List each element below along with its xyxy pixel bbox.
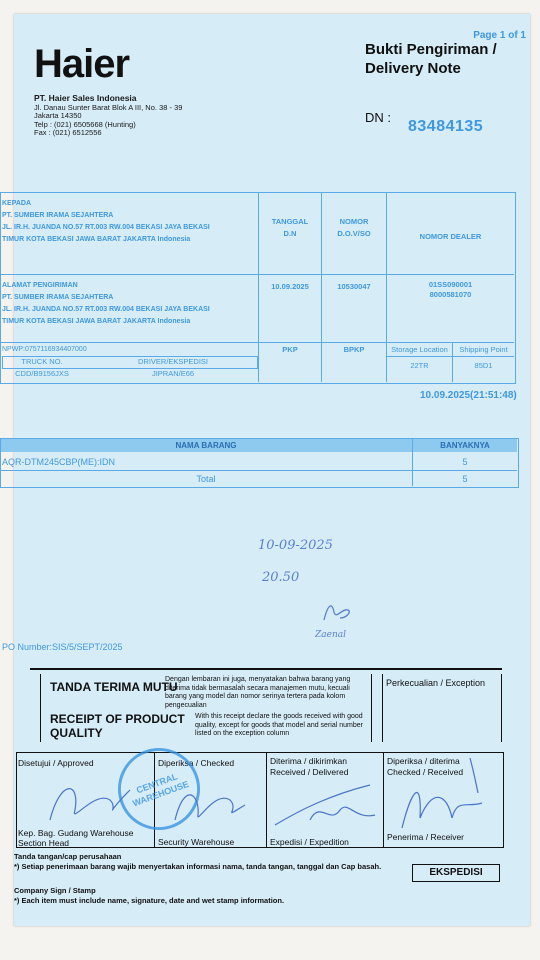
checked-label: Diperiksa / Checked bbox=[158, 758, 235, 768]
dealer-header: NOMOR DEALER bbox=[419, 232, 482, 241]
receipt-desc-en: With this receipt declare the goods received with good quality, except for goods that model and serial number listed on the exception column bbox=[195, 713, 363, 737]
checked-received-label: Diperiksa / diterima Checked / Received bbox=[387, 756, 464, 777]
handwritten-signature-mark bbox=[318, 598, 358, 628]
truck-number: CDD/B9156JXS bbox=[15, 369, 69, 378]
footer-en bbox=[14, 886, 284, 906]
so-number: 10530047 bbox=[337, 282, 371, 291]
bpkp-label: BPKP bbox=[343, 345, 365, 354]
page-number: Page 1 of 1 bbox=[473, 30, 526, 41]
title-line-1: Bukti Pengiriman / bbox=[365, 41, 497, 58]
footer-line-4: *) Each item must include name, signature, date and wet stamp information. bbox=[14, 896, 285, 905]
total-label: Total bbox=[196, 474, 216, 484]
approved-label: Disetujui / Approved bbox=[18, 758, 94, 768]
receipt-desc-id: Dengan lembaran ini juga, menyatakan bahwa barang yang diterima tidak bermasalah secara manajemen mutu, kecuali barang yang model dan nomor serinya tertera pada kolom pengecualian bbox=[165, 676, 351, 709]
receipt-title-id: TANDA TERIMA MUTU bbox=[50, 680, 178, 694]
divider-line bbox=[30, 668, 502, 670]
receipt-title-en-2: QUALITY bbox=[50, 726, 103, 740]
ekspedisi-copy-label: EKSPEDISI bbox=[412, 864, 500, 882]
received-delivered-label: Diterima / dikirimkan Received / Delivered bbox=[270, 756, 349, 777]
dn-label: DN : bbox=[365, 110, 391, 125]
shipping-point-label: Shipping Point bbox=[459, 345, 508, 354]
handwritten-signer: Zaenal bbox=[315, 630, 346, 640]
driver-label: DRIVER/EKSPEDISI bbox=[137, 357, 209, 366]
storage-location-value: 22TR bbox=[410, 361, 429, 370]
title-line-2: Delivery Note bbox=[365, 60, 461, 77]
ship-address-1: JL. IR.H. JUANDA NO.57 RT.003 RW.004 BEKASI JAYA BEKASI bbox=[2, 306, 210, 313]
ship-address-2: TIMUR KOTA BEKASI JAWA BARAT JAKARTA Indonesia bbox=[2, 318, 191, 325]
consignee-block bbox=[2, 198, 210, 246]
shipping-point-value: 85D1 bbox=[474, 361, 493, 370]
nomor-label: NOMOR bbox=[339, 217, 369, 226]
divider-line bbox=[0, 274, 514, 275]
nomor-sub: D.O.V/SO bbox=[337, 229, 371, 238]
dn-number: 83484135 bbox=[408, 118, 484, 135]
haier-logo: Haier bbox=[34, 42, 130, 86]
nomor-header bbox=[322, 216, 386, 240]
shipping-block bbox=[2, 280, 210, 328]
ship-name: PT. SUMBER IRAMA SEJAHTERA bbox=[2, 294, 114, 301]
receipt-title-en-1: RECEIPT OF PRODUCT bbox=[50, 712, 185, 726]
receiver-signature-mark bbox=[392, 748, 500, 838]
expedition-label: Expedisi / Expedition bbox=[270, 837, 349, 847]
company-address-2: Jakarta 14350 bbox=[34, 111, 82, 120]
consignee-address-2: TIMUR KOTA BEKASI JAWA BARAT JAKARTA Indonesia bbox=[2, 236, 191, 243]
npwp: NPWP:0757116934407000 bbox=[2, 346, 87, 353]
tanggal-sub: D.N bbox=[283, 229, 297, 238]
footer-line-3: Company Sign / Stamp bbox=[14, 886, 96, 895]
ship-label: ALAMAT PENGIRIMAN bbox=[2, 282, 78, 289]
footer-id bbox=[14, 852, 381, 872]
tanggal-label: TANGGAL bbox=[271, 217, 309, 226]
warehouse-head-label: Kep. Bag. Gudang Warehouse Section Head bbox=[18, 828, 134, 848]
dealer-number-1: 01SS090001 bbox=[428, 280, 473, 289]
handwritten-time: 20.50 bbox=[262, 570, 300, 585]
divider-line bbox=[0, 470, 517, 471]
receipt-title-en bbox=[50, 712, 185, 740]
item-qty: 5 bbox=[462, 457, 468, 467]
footer-line-2: *) Setiap penerimaan barang wajib menyertakan informasi nama, tanda tangan, tanggal dan Cap basah. bbox=[14, 862, 382, 871]
storage-location-label: Storage Location bbox=[391, 345, 448, 354]
item-name: AQR-DTM245CBP(ME):IDN bbox=[2, 457, 116, 467]
po-number: PO Number:SIS/5/SEPT/2025 bbox=[2, 642, 123, 652]
document-title bbox=[365, 40, 497, 78]
dealer-numbers bbox=[387, 280, 514, 300]
handwritten-date: 10-09-2025 bbox=[258, 538, 333, 553]
security-label: Security Warehouse bbox=[158, 837, 235, 847]
stamp-text: CENTRAL WAREHOUSE bbox=[131, 771, 191, 809]
checked-signature-mark bbox=[170, 775, 250, 830]
col-nama-barang: NAMA BARANG bbox=[175, 441, 237, 450]
pkp-label: PKP bbox=[282, 345, 298, 354]
kepada-label: KEPADA bbox=[2, 200, 32, 207]
company-address-1: Jl. Danau Sunter Barat Blok A III, No. 38 - 39 bbox=[34, 102, 183, 112]
expedition-signature-mark bbox=[270, 780, 380, 835]
consignee-address-1: JL. IR.H. JUANDA NO.57 RT.003 RW.004 BEKASI JAYA BEKASI bbox=[2, 224, 210, 231]
col-banyaknya: BANYAKNYA bbox=[440, 441, 490, 450]
print-timestamp: 10.09.2025(21:51:48) bbox=[420, 390, 517, 401]
approved-signature-mark bbox=[40, 770, 140, 830]
tanggal-header bbox=[259, 216, 321, 240]
divider-line bbox=[386, 356, 514, 357]
divider-line bbox=[0, 342, 514, 343]
footer-line-1: Tanda tangan/cap perusahaan bbox=[14, 852, 122, 861]
consignee-name: PT. SUMBER IRAMA SEJAHTERA bbox=[2, 212, 114, 219]
divider-line bbox=[266, 752, 267, 848]
company-fax: Fax : (021) 6512556 bbox=[34, 128, 102, 137]
delivery-date: 10.09.2025 bbox=[271, 282, 309, 291]
truck-label: TRUCK NO. bbox=[21, 357, 63, 366]
total-qty: 5 bbox=[462, 474, 468, 484]
driver-name: JIPRAN/E66 bbox=[151, 369, 195, 378]
divider-line bbox=[383, 752, 384, 848]
exception-label: Perkecualian / Exception bbox=[386, 678, 486, 688]
receiver-label: Penerima / Receiver bbox=[387, 832, 465, 842]
company-telp: Telp : (021) 6505668 (Hunting) bbox=[34, 119, 136, 129]
dealer-number-2: 8000581070 bbox=[429, 290, 472, 299]
company-info bbox=[34, 94, 182, 138]
company-name: PT. Haier Sales Indonesia bbox=[34, 93, 137, 103]
